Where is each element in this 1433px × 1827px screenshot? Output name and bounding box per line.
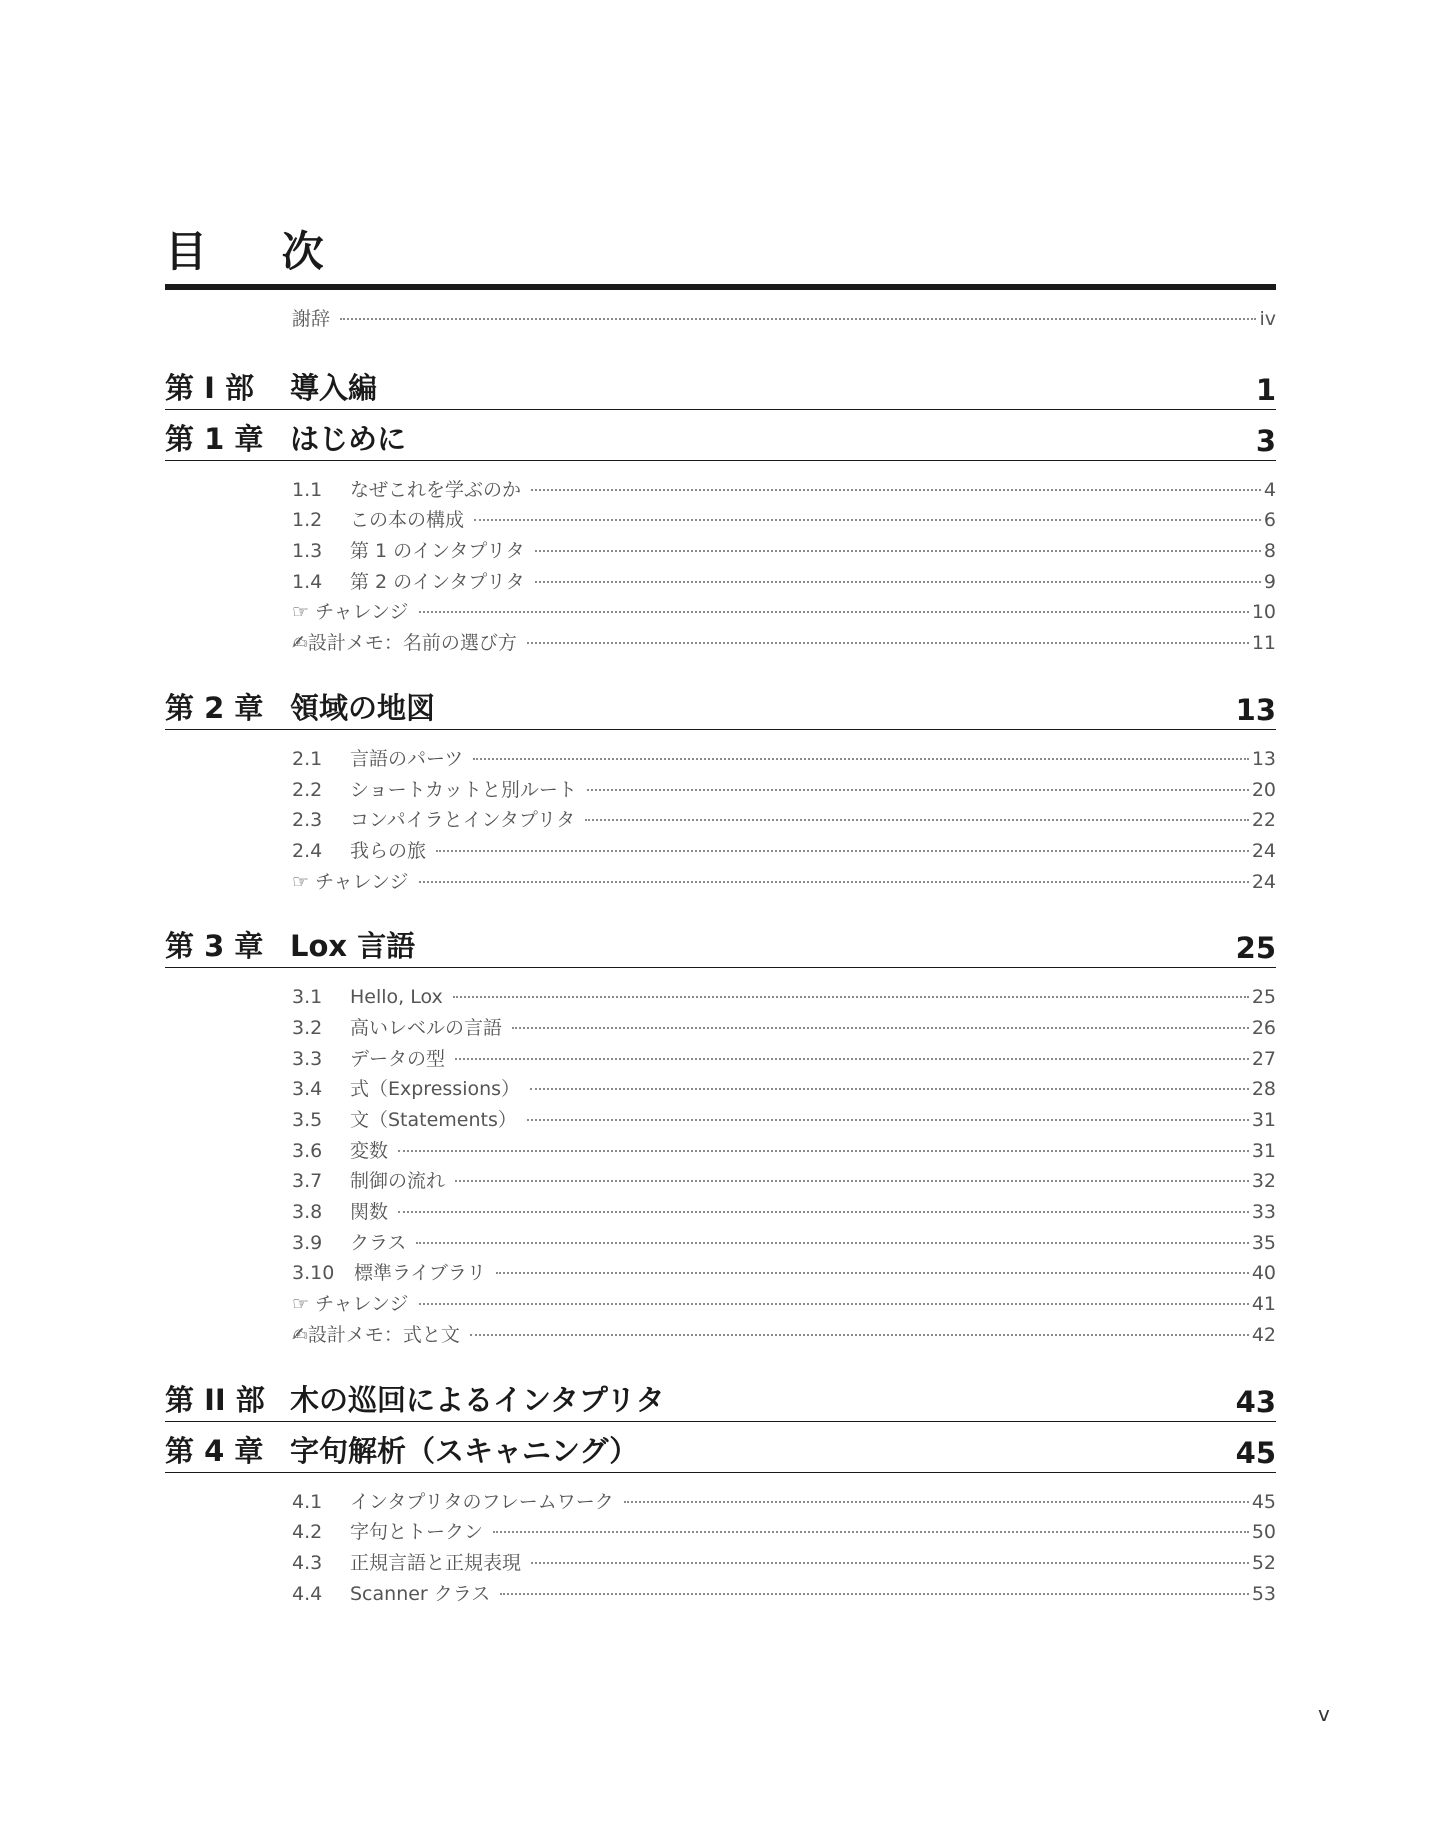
toc-entry[interactable] bbox=[292, 1136, 1276, 1167]
section-number: 4.2 bbox=[292, 1521, 323, 1544]
entry-list bbox=[292, 1487, 1276, 1610]
entry-label: 式（Expressions） bbox=[350, 1078, 521, 1101]
entry-page: 33 bbox=[1251, 1201, 1276, 1224]
part-heading[interactable] bbox=[165, 363, 1276, 410]
heading-left bbox=[165, 1378, 665, 1419]
entry-page: 10 bbox=[1251, 601, 1276, 624]
toc-entry[interactable] bbox=[292, 505, 1276, 536]
page-number: v bbox=[1318, 1702, 1330, 1726]
heading-number: 第 I 部 bbox=[165, 370, 254, 405]
dot-leader bbox=[470, 1334, 1249, 1336]
toc-entry[interactable] bbox=[292, 1166, 1276, 1197]
section-number: 3.1 bbox=[292, 986, 323, 1009]
entry-label: この本の構成 bbox=[350, 509, 465, 532]
entry-page: 31 bbox=[1251, 1139, 1276, 1162]
section-number: 1.2 bbox=[292, 509, 323, 532]
toc-entry[interactable] bbox=[292, 475, 1276, 506]
heading-number: 第 4 章 bbox=[165, 1433, 264, 1468]
section-number: 2.4 bbox=[292, 839, 323, 862]
toc-entry[interactable] bbox=[292, 744, 1276, 775]
entry-page: 41 bbox=[1251, 1293, 1276, 1316]
chapter-heading[interactable] bbox=[165, 414, 1276, 461]
heading-number: 第 II 部 bbox=[165, 1382, 265, 1417]
entry-page: 24 bbox=[1251, 839, 1276, 862]
section-number: 3.10 bbox=[292, 1262, 335, 1285]
entry-label: ショートカットと別ルート bbox=[350, 778, 577, 801]
entry-label: なぜこれを学ぶのか bbox=[350, 478, 522, 501]
toc-entry[interactable] bbox=[292, 982, 1276, 1013]
dot-leader bbox=[453, 996, 1249, 998]
toc-entry[interactable] bbox=[292, 597, 1276, 628]
dot-leader bbox=[419, 611, 1249, 613]
heading-title: はじめに bbox=[290, 421, 407, 456]
toc-entry[interactable] bbox=[292, 867, 1276, 898]
section-number: 2.2 bbox=[292, 778, 323, 801]
entry-label: クラス bbox=[350, 1231, 407, 1254]
toc-entry[interactable] bbox=[292, 304, 1276, 335]
part-heading[interactable] bbox=[165, 1375, 1276, 1422]
section-number: 4.4 bbox=[292, 1582, 323, 1605]
heading-page: 45 bbox=[1235, 1435, 1276, 1470]
entry-page: 9 bbox=[1263, 570, 1276, 593]
toc-entry[interactable] bbox=[292, 1320, 1276, 1351]
entry-page: 24 bbox=[1251, 870, 1276, 893]
entry-page: 32 bbox=[1251, 1170, 1276, 1193]
chapter-heading[interactable] bbox=[165, 683, 1276, 730]
entry-label: 関数 bbox=[350, 1201, 389, 1224]
entry-label: Scanner クラス bbox=[350, 1582, 491, 1605]
toc-entry[interactable] bbox=[292, 1517, 1276, 1548]
chapter-heading[interactable] bbox=[165, 1426, 1276, 1473]
entry-label: 第 2 のインタプリタ bbox=[350, 570, 525, 593]
entry-list bbox=[292, 475, 1276, 659]
toc-content bbox=[165, 226, 1276, 1633]
toc-entry[interactable] bbox=[292, 1548, 1276, 1579]
heading-title: 字句解析（スキャニング） bbox=[290, 1433, 639, 1468]
dot-leader bbox=[340, 318, 1256, 320]
dot-leader bbox=[624, 1501, 1249, 1503]
entry-page: iv bbox=[1259, 308, 1276, 330]
entry-page: 26 bbox=[1251, 1016, 1276, 1039]
entry-label: 文（Statements） bbox=[350, 1109, 517, 1131]
entry-label: 字句とトークン bbox=[350, 1521, 484, 1544]
entry-label: ☞ チャレンジ bbox=[292, 1293, 409, 1316]
entry-label: 制御の流れ bbox=[350, 1170, 446, 1193]
dot-leader bbox=[535, 550, 1261, 552]
entry-label: 標準ライブラリ bbox=[354, 1262, 486, 1285]
section-number: 3.9 bbox=[292, 1231, 323, 1254]
entry-label: データの型 bbox=[350, 1047, 446, 1070]
entry-label: ☞ チャレンジ bbox=[292, 601, 409, 624]
toc-entry[interactable] bbox=[292, 1487, 1276, 1518]
dot-leader bbox=[419, 1303, 1249, 1305]
toc-entry[interactable] bbox=[292, 1044, 1276, 1075]
entry-label: 謝辞 bbox=[292, 308, 331, 330]
heading-number: 第 3 章 bbox=[165, 929, 264, 964]
entry-page: 13 bbox=[1251, 747, 1276, 770]
chapter-heading[interactable] bbox=[165, 921, 1276, 968]
dot-leader bbox=[527, 642, 1249, 644]
toc-entry[interactable] bbox=[292, 628, 1276, 659]
entry-label: ✍設計メモ：式と文 bbox=[292, 1323, 460, 1346]
entry-page: 20 bbox=[1251, 778, 1276, 801]
heading-title: Lox 言語 bbox=[290, 929, 416, 964]
toc-entry[interactable] bbox=[292, 836, 1276, 867]
section-number: 3.4 bbox=[292, 1078, 323, 1101]
toc-entry[interactable] bbox=[292, 775, 1276, 806]
dot-leader bbox=[419, 881, 1249, 883]
entry-label: 正規言語と正規表現 bbox=[350, 1551, 522, 1574]
entry-page: 42 bbox=[1251, 1323, 1276, 1346]
entry-list bbox=[292, 744, 1276, 897]
dot-leader bbox=[531, 1562, 1249, 1564]
toc-sections bbox=[165, 363, 1276, 1610]
page-title: 目 次 bbox=[165, 226, 1276, 290]
heading-title: 導入編 bbox=[290, 370, 378, 405]
entry-label: 変数 bbox=[350, 1139, 389, 1162]
entry-page: 50 bbox=[1251, 1521, 1276, 1544]
heading-left bbox=[165, 924, 415, 965]
entry-label: インタプリタのフレームワーク bbox=[350, 1490, 614, 1513]
heading-number: 第 1 章 bbox=[165, 421, 264, 456]
entry-list bbox=[292, 982, 1276, 1350]
toc-entry[interactable] bbox=[292, 1579, 1276, 1610]
entry-label: 我らの旅 bbox=[350, 839, 427, 862]
entry-page: 11 bbox=[1251, 632, 1276, 655]
entry-page: 6 bbox=[1263, 509, 1276, 532]
heading-left bbox=[165, 366, 377, 407]
toc-entry[interactable] bbox=[292, 1289, 1276, 1320]
section-number: 3.2 bbox=[292, 1016, 323, 1039]
dot-leader bbox=[474, 519, 1261, 521]
heading-left bbox=[165, 1429, 638, 1470]
dot-leader bbox=[496, 1272, 1249, 1274]
section-number: 3.5 bbox=[292, 1109, 323, 1131]
entry-label: 高いレベルの言語 bbox=[350, 1016, 503, 1039]
dot-leader bbox=[455, 1180, 1249, 1182]
dot-leader bbox=[535, 581, 1261, 583]
heading-page: 3 bbox=[1255, 423, 1276, 458]
section-number: 1.1 bbox=[292, 478, 323, 501]
section-number: 3.8 bbox=[292, 1201, 323, 1224]
heading-left bbox=[165, 417, 406, 458]
heading-page: 1 bbox=[1255, 372, 1276, 407]
heading-page: 13 bbox=[1235, 692, 1276, 727]
front-matter bbox=[292, 304, 1276, 335]
entry-label: Hello, Lox bbox=[350, 986, 443, 1009]
dot-leader bbox=[512, 1027, 1249, 1029]
entry-page: 28 bbox=[1251, 1078, 1276, 1101]
toc-entry[interactable] bbox=[292, 1197, 1276, 1228]
dot-leader bbox=[473, 758, 1249, 760]
entry-page: 4 bbox=[1263, 478, 1276, 501]
dot-leader bbox=[527, 1119, 1249, 1121]
section-number: 3.7 bbox=[292, 1170, 323, 1193]
heading-left bbox=[165, 686, 435, 727]
entry-page: 25 bbox=[1251, 986, 1276, 1009]
section-number: 1.4 bbox=[292, 570, 323, 593]
toc-entry[interactable] bbox=[292, 805, 1276, 836]
dot-leader bbox=[530, 1088, 1249, 1090]
toc-entry[interactable] bbox=[292, 567, 1276, 598]
heading-number: 第 2 章 bbox=[165, 690, 264, 725]
toc-entry[interactable] bbox=[292, 1105, 1276, 1136]
toc-entry[interactable] bbox=[292, 1258, 1276, 1289]
heading-title: 領域の地図 bbox=[290, 690, 436, 725]
entry-page: 22 bbox=[1251, 809, 1276, 832]
entry-page: 31 bbox=[1251, 1109, 1276, 1131]
entry-page: 45 bbox=[1251, 1490, 1276, 1513]
heading-page: 25 bbox=[1235, 931, 1276, 966]
entry-label: 第 1 のインタプリタ bbox=[350, 540, 525, 563]
entry-page: 52 bbox=[1251, 1551, 1276, 1574]
toc-entry[interactable] bbox=[292, 1013, 1276, 1044]
entry-page: 27 bbox=[1251, 1047, 1276, 1070]
entry-page: 8 bbox=[1263, 540, 1276, 563]
entry-label: ☞ チャレンジ bbox=[292, 870, 409, 893]
section-number: 3.3 bbox=[292, 1047, 323, 1070]
entry-label: ✍設計メモ：名前の選び方 bbox=[292, 632, 517, 655]
section-number: 1.3 bbox=[292, 540, 323, 563]
section-number: 4.1 bbox=[292, 1490, 323, 1513]
entry-page: 53 bbox=[1251, 1582, 1276, 1605]
entry-page: 40 bbox=[1251, 1262, 1276, 1285]
dot-leader bbox=[493, 1531, 1249, 1533]
heading-title: 木の巡回によるインタプリタ bbox=[290, 1382, 665, 1417]
section-number: 4.3 bbox=[292, 1551, 323, 1574]
section-number: 2.3 bbox=[292, 809, 323, 832]
heading-page: 43 bbox=[1235, 1384, 1276, 1419]
dot-leader bbox=[531, 489, 1261, 491]
dot-leader bbox=[436, 850, 1249, 852]
dot-leader bbox=[500, 1593, 1249, 1595]
dot-leader bbox=[416, 1242, 1248, 1244]
entry-page: 35 bbox=[1251, 1231, 1276, 1254]
dot-leader bbox=[455, 1058, 1249, 1060]
dot-leader bbox=[587, 789, 1249, 791]
section-number: 2.1 bbox=[292, 747, 323, 770]
dot-leader bbox=[398, 1211, 1249, 1213]
section-number: 3.6 bbox=[292, 1139, 323, 1162]
toc-entry[interactable] bbox=[292, 1228, 1276, 1259]
toc-entry[interactable] bbox=[292, 536, 1276, 567]
dot-leader bbox=[398, 1150, 1249, 1152]
dot-leader bbox=[585, 819, 1249, 821]
toc-entry[interactable] bbox=[292, 1074, 1276, 1105]
entry-label: 言語のパーツ bbox=[350, 747, 464, 770]
entry-label: コンパイラとインタプリタ bbox=[350, 809, 576, 832]
